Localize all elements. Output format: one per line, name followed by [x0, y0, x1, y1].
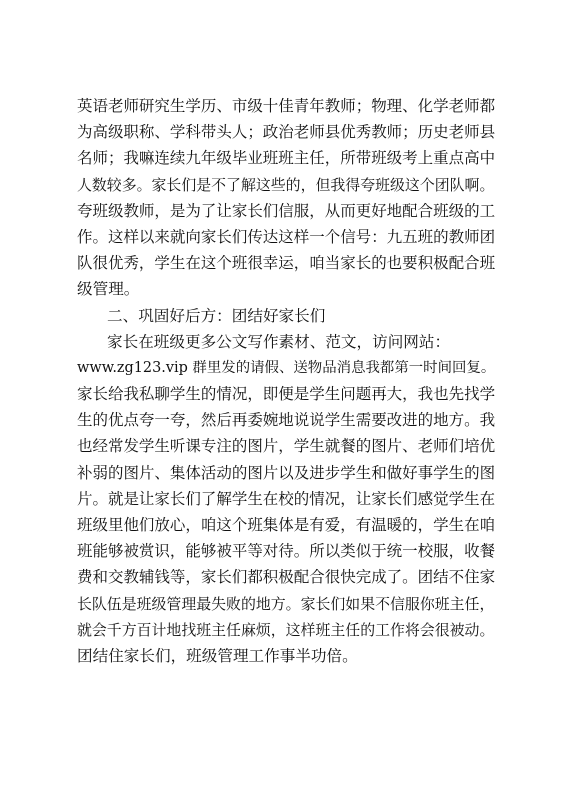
- document-body: [77, 93, 495, 669]
- text-line: 就会千方百计地找班主任麻烦，这样班主任的工作将会很被动。: [77, 620, 495, 639]
- text-line: 人数较多。家长们是不了解这些的，但我得夸班级这个团队啊。: [77, 175, 495, 194]
- text-line: 为高级职称、学科带头人；政治老师县优秀教师；历史老师县: [77, 123, 496, 142]
- text-line: 作。这样以来就向家长们传达这样一个信号：九五班的教师团: [77, 227, 496, 246]
- text-line: 英语老师研究生学历、市级十佳青年教师；物理、化学老师都: [77, 97, 496, 115]
- text-line: 费和交教辅钱等，家长们都积极配合很快完成了。团结不住家: [77, 568, 496, 587]
- text-line: 片。就是让家长们了解学生在校的情况，让家长们感觉学生在: [77, 489, 496, 508]
- text-line: 也经常发学生听课专注的图片，学生就餐的图片、老师们培优: [77, 437, 496, 456]
- text-line: 名师；我嘛连续九年级毕业班班主任，所带班级考上重点高中: [77, 149, 496, 168]
- text-line: 级管理。: [77, 280, 140, 299]
- text-line: 团结住家长们，班级管理工作事半功倍。: [77, 646, 358, 665]
- text-line: 队很优秀，学生在这个班很幸运，咱当家长的也要积极配合班: [77, 254, 496, 273]
- section-heading: 二、巩固好后方：团结好家长们: [107, 306, 326, 325]
- text-line: 班级里他们放心，咱这个班集体是有爱，有温暖的，学生在咱: [77, 516, 496, 534]
- text-line: 生的优点夸一夸，然后再委婉地说说学生需要改进的地方。我: [77, 411, 496, 430]
- text-line: 班能够被赏识，能够被平等对待。所以类似于统一校服，收餐: [77, 542, 496, 561]
- text-line: 长队伍是班级管理最失败的地方。家长们如果不信服你班主任，: [77, 594, 495, 613]
- text-line: 家长在班级更多公文写作素材、范文，访问网站：: [107, 332, 451, 351]
- text-line: www.zg123.vip 群里发的请假、送物品消息我都第一时间回复。: [77, 359, 496, 376]
- text-line: 夸班级教师，是为了让家长们信服，从而更好地配合班级的工: [77, 201, 496, 220]
- text-line: 家长给我私聊学生的情况，即便是学生问题再大，我也先找学: [77, 385, 496, 404]
- text-line: 补弱的图片、集体活动的图片以及进步学生和做好事学生的图: [77, 463, 496, 482]
